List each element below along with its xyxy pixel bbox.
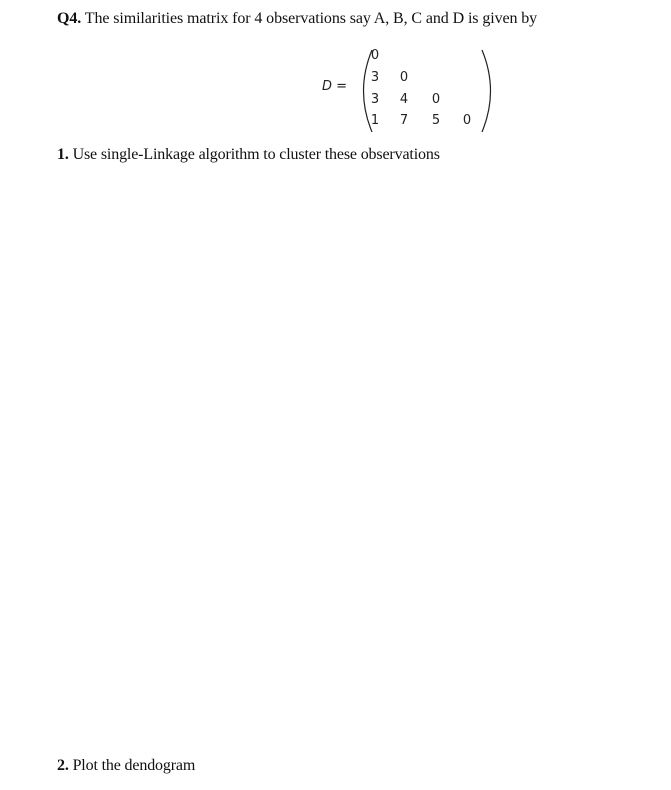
matrix-cell-r4-c1: 1 [370, 113, 380, 128]
task-1 [57, 146, 440, 164]
task-2 [57, 757, 195, 775]
similarity-matrix [322, 48, 502, 134]
matrix-cell-r4-c4: 0 [462, 113, 472, 128]
matrix-cell-r2-c1: 3 [370, 70, 380, 85]
task-1-text: Use single-Linkage algorithm to cluster these observations [72, 146, 440, 163]
matrix-cell-r4-c3: 5 [431, 113, 441, 128]
matrix-cell-r2-c2: 0 [399, 70, 409, 85]
matrix-cell-r3-c1: 3 [370, 92, 380, 107]
matrix-cell-r1-c1: 0 [370, 48, 380, 63]
question-number: Q4. [57, 10, 82, 27]
question-heading [57, 10, 537, 28]
matrix-cell-r3-c3: 0 [431, 92, 441, 107]
matrix-brackets [322, 48, 502, 134]
right-paren [482, 50, 491, 132]
matrix-equals-sign: = [336, 79, 348, 94]
matrix-cell-r3-c2: 4 [399, 92, 409, 107]
task-2-number: 2. [57, 757, 69, 774]
task-2-text: Plot the dendogram [72, 757, 196, 774]
matrix-variable: D [322, 79, 333, 94]
task-1-number: 1. [57, 146, 69, 163]
question-text: The similarities matrix for 4 observations say A, B, C and D is given by [84, 10, 538, 27]
matrix-cell-r4-c2: 7 [399, 113, 409, 128]
